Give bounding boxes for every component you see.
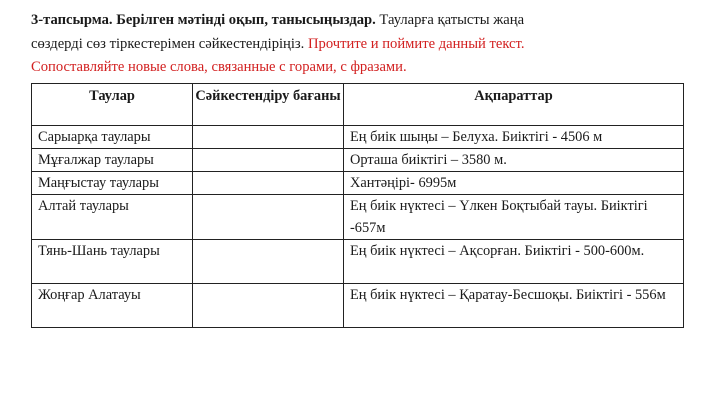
info-cell: Ең биік нүктесі – Қаратау-Бесшоқы. Биіктігі - 556м [344,284,684,328]
info-cell: Ең биік нүктесі – Үлкен Боқтыбай тауы. Биіктігі -657м [344,195,684,240]
matching-table [31,83,684,328]
task-russian-2: Сопоставляйте новые слова, связанные с горами, с фразами. [31,59,407,75]
table-row [32,149,684,172]
table-header-row [32,84,684,126]
match-cell[interactable] [193,149,344,172]
task-title: 3-тапсырма. Берілген мәтінді оқып, танысыңыздар. [31,12,376,28]
header-mountains: Таулар [32,84,193,126]
mountain-cell: Тянь-Шань таулары [32,240,193,284]
table-row [32,240,684,284]
header-information: Ақпараттар [344,84,684,126]
mountain-cell: Маңғыстау таулары [32,172,193,195]
task-text-2: сөздерді сөз тіркестерімен сәйкестендіріңіз. [31,35,308,52]
info-cell: Орташа биіктігі – 3580 м. [344,149,684,172]
header-matching-column: Сәйкестендіру бағаны [193,84,344,126]
table-row [32,195,684,240]
table-row [32,284,684,328]
info-cell: Хантәңірі- 6995м [344,172,684,195]
info-cell: Ең биік шыңы – Белуха. Биіктігі - 4506 м [344,126,684,149]
match-cell[interactable] [193,240,344,284]
table-row [32,172,684,195]
task-text-1: Тауларға қатысты жаңа [375,12,525,28]
mountain-cell: Алтай таулары [32,195,193,240]
mountain-cell: Сарыарқа таулары [32,126,193,149]
task-instructions [31,9,691,80]
table-row [32,126,684,149]
match-cell[interactable] [193,126,344,149]
task-russian-1: Прочтите и поймите данный текст. [307,35,525,52]
match-cell[interactable] [193,172,344,195]
mountain-cell: Жоңғар Алатауы [32,284,193,328]
match-cell[interactable] [193,284,344,328]
match-cell[interactable] [193,195,344,240]
mountain-cell: Мұғалжар таулары [32,149,193,172]
info-cell: Ең биік нүктесі – Ақсорған. Биіктігі - 500-600м. [344,240,684,284]
